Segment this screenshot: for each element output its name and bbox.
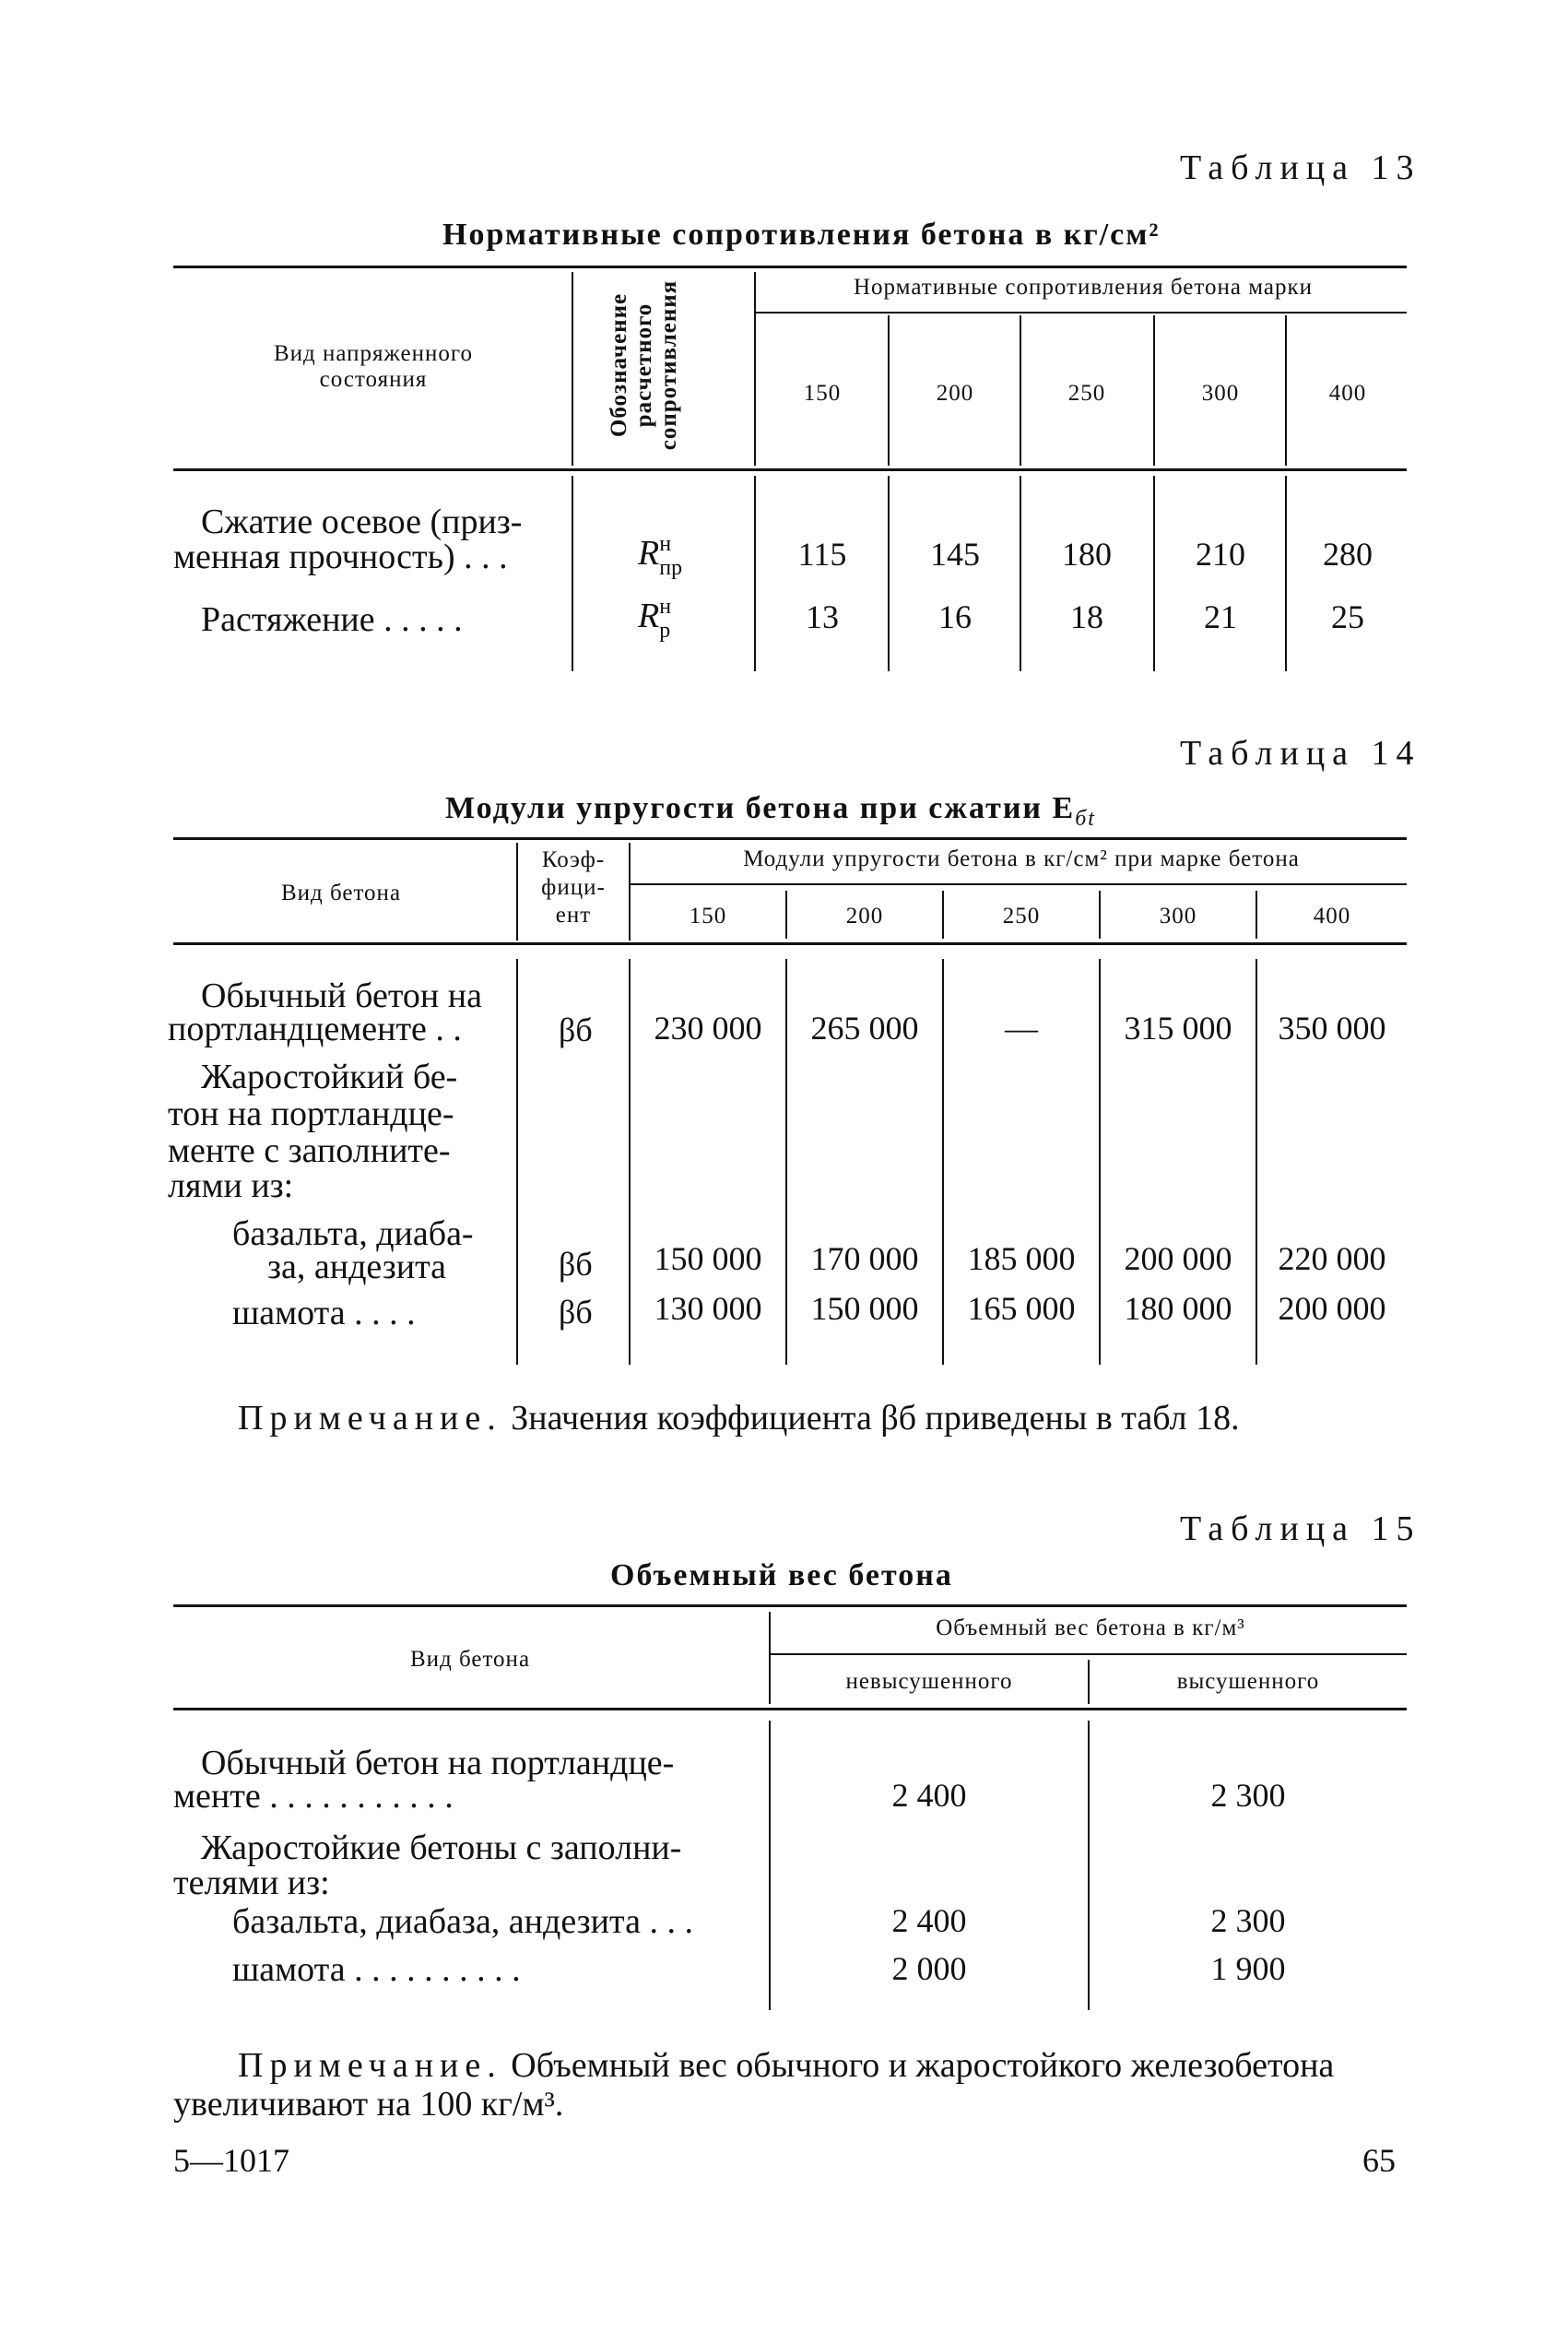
table15-cell: 2 400 (891, 1777, 967, 1814)
table13-vline (572, 272, 573, 466)
table14-grade: 200 (845, 904, 884, 929)
table13-cell: 25 (1331, 598, 1364, 635)
table13-cell: 145 (930, 536, 980, 573)
table15-group-rule (769, 1653, 1407, 1655)
table13-row1-label-line2: менная прочность) . . . (173, 538, 508, 576)
table13-cell: 18 (1070, 598, 1103, 635)
table14-title-sub: бt (1075, 806, 1096, 831)
table14-head-col2-line: Коэф- (541, 847, 606, 872)
table13-grade: 150 (803, 381, 842, 406)
table13-top-rule (173, 266, 1407, 268)
table14-title (445, 791, 1096, 832)
table15-cell: 2 000 (891, 1950, 967, 1987)
table15-title: Объемный вес бетона (610, 1558, 953, 1592)
table13-grade: 250 (1067, 381, 1106, 406)
table13-grade: 300 (1201, 381, 1240, 406)
table14-row4-coef: βб (559, 1294, 593, 1331)
table13-row2-label: Растяжение . . . . . (201, 600, 463, 639)
table14-row1-line: портландцементе . . (168, 1010, 462, 1048)
symbol-letter: R (638, 534, 660, 573)
symbol-sub: пр (659, 556, 683, 580)
table13-row2-symbol (638, 596, 671, 642)
table15-head-sub2: высушенного (1176, 1669, 1320, 1694)
table15-head-sub1: невысушенного (845, 1669, 1013, 1694)
table14-row3-line: за, андезита (267, 1248, 447, 1286)
table13-vline (754, 476, 756, 671)
table14-cell: 200 000 (1278, 1290, 1386, 1327)
table14-row4-line: шамота . . . . (232, 1294, 416, 1332)
table13-vline (1153, 315, 1155, 466)
table14-cell: 150 000 (810, 1290, 919, 1327)
table15-row4-line: шамота . . . . . . . . . . (232, 1950, 521, 1989)
table13-row1-label-line1: Сжатие осевое (приз- (201, 503, 523, 541)
table14-group-rule (629, 883, 1407, 885)
table15-row1-line: Обычный бетон на портландце- (201, 1744, 675, 1782)
table14-head-col2-line: фици- (541, 875, 606, 900)
table13-number: Таблица 13 (1180, 148, 1421, 187)
table13-vline (888, 476, 890, 671)
table13-head-col1: Вид напряженного состояния (274, 341, 473, 392)
table14-title-text: Модули упругости бетона при сжатии E (445, 791, 1076, 825)
note-label: Примечание. (238, 2046, 502, 2085)
table13-group-rule (754, 312, 1407, 314)
table14-cell: 230 000 (654, 1010, 762, 1047)
signature-mark: 5—1017 (173, 2142, 289, 2179)
table13-vline (754, 272, 756, 466)
table14-header-rule (173, 942, 1407, 945)
table15-head-group: Объемный вес бетона в кг/м³ (936, 1615, 1245, 1640)
table14-row2-line: лями из: (168, 1166, 294, 1205)
table13-vline (572, 476, 573, 671)
symbol-letter: R (638, 597, 660, 635)
table15-cell: 2 300 (1210, 1902, 1286, 1939)
table13-vline (1020, 476, 1021, 671)
table14-head-col2-line: ент (555, 903, 592, 928)
table13-cell: 210 (1196, 536, 1245, 573)
table13-cell: 180 (1062, 536, 1112, 573)
table14-row1-coef: βб (559, 1012, 593, 1048)
table14-head-col1: Вид бетона (280, 881, 402, 905)
table14-head-col2 (518, 846, 629, 929)
table14-grade: 250 (1002, 904, 1041, 929)
table14-row2-line: Жаростойкий бе- (201, 1058, 458, 1096)
table14-head-group: Модули упругости бетона в кг/см² при марке бетона (743, 846, 1300, 871)
table14-cell: 130 000 (654, 1290, 762, 1327)
table13-cell: 21 (1204, 598, 1237, 635)
table13-title: Нормативные сопротивления бетона в кг/см² (442, 218, 1161, 252)
table13-head-group: Нормативные сопротивления бетона марки (854, 275, 1313, 300)
table15-top-rule (173, 1604, 1407, 1607)
table13-vline (1285, 315, 1287, 466)
table14-row2-line: тон на портландце- (168, 1095, 454, 1133)
table13-cell: 115 (797, 536, 847, 573)
table15-row3-line: базальта, диабаза, андезита . . . (232, 1902, 693, 1941)
table14-row3-line: базальта, диаба- (232, 1214, 474, 1253)
table15-row2-line: телями из: (173, 1864, 330, 1902)
table13-cell: 13 (806, 598, 839, 635)
table14-cell: 315 000 (1124, 1010, 1232, 1047)
table14-cell: 265 000 (810, 1010, 919, 1047)
table14-cell: 200 000 (1124, 1240, 1232, 1277)
table14-cell: 150 000 (654, 1240, 762, 1277)
table14-cell: 185 000 (967, 1240, 1076, 1277)
table13-cell: 16 (938, 598, 972, 635)
symbol-sup: н (659, 532, 672, 556)
table15-cell: 2 300 (1210, 1777, 1286, 1814)
table14-cell: — (1005, 1010, 1038, 1047)
table15-header-rule (173, 1708, 1407, 1710)
note-text: Объемный вес обычного и жаростойкого железобетона (511, 2046, 1335, 2085)
table14-cell: 350 000 (1278, 1010, 1386, 1047)
table15-cell: 1 900 (1210, 1950, 1286, 1987)
page-number: 65 (1362, 2142, 1396, 2179)
table14-cell: 220 000 (1278, 1240, 1386, 1277)
table14-top-rule (173, 837, 1407, 840)
table15-note-line1 (238, 2045, 1334, 2086)
table13-vline (1285, 476, 1287, 671)
table14-grade: 300 (1159, 904, 1197, 929)
table14-row3-coef: βб (559, 1246, 593, 1283)
table14-row2-line: менте с заполните- (168, 1131, 451, 1170)
table13-header-rule (173, 468, 1407, 471)
table14-cell: 170 000 (810, 1240, 919, 1277)
note-label: Примечание. (238, 1399, 502, 1438)
table14-number: Таблица 14 (1180, 734, 1421, 773)
table15-head-col1: Вид бетона (409, 1647, 531, 1672)
table13-vline (1153, 476, 1155, 671)
note-text: Значения коэффициента βб приведены в табл 18. (511, 1399, 1240, 1438)
table14-grade: 150 (689, 904, 727, 929)
table15-note-line2: увеличивают на 100 кг/м³. (173, 2085, 564, 2124)
table14-row1-line: Обычный бетон на (201, 976, 482, 1015)
table15-row2-line: Жаростойкие бетоны с заполни- (201, 1828, 682, 1867)
table13-vline (1020, 315, 1021, 466)
table15-row1-line: менте . . . . . . . . . . . (173, 1777, 454, 1816)
table14-vline (516, 959, 518, 1365)
table15-cell: 2 400 (891, 1902, 967, 1939)
table13-grade: 200 (936, 381, 974, 406)
table14-cell: 180 000 (1124, 1290, 1232, 1327)
table13-grade: 400 (1328, 381, 1367, 406)
symbol-sup: н (659, 595, 672, 619)
table14-cell: 165 000 (967, 1290, 1076, 1327)
symbol-sub: р (659, 619, 671, 643)
table14-note (238, 1398, 1240, 1438)
table13-row1-symbol (638, 533, 682, 579)
table13-cell: 280 (1323, 536, 1373, 573)
table15-number: Таблица 15 (1180, 1509, 1421, 1548)
table13-vline (888, 315, 890, 466)
table14-grade: 400 (1313, 904, 1351, 929)
table13-head-col2: Обозначение расчетного сопротивления (607, 279, 681, 451)
